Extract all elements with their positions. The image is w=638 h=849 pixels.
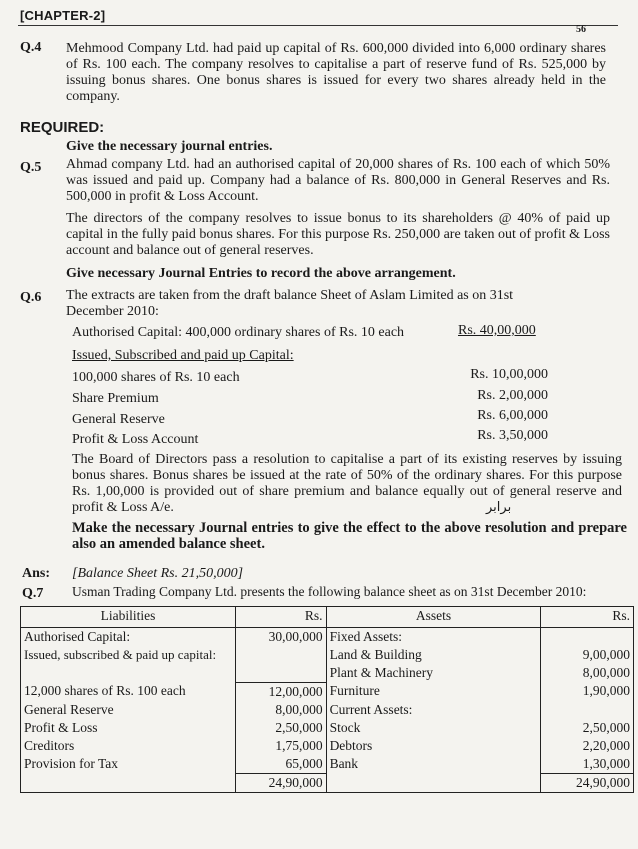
q5-para1: Ahmad company Ltd. had an authorised capital of 20,000 shares of Rs. 100 each of which 50% was issued and paid up. Company had a balance of Rs. 800,000 in General Reserves and Rs. 500,000 in profit & Loss Account. [66,157,610,204]
table-cell: Land & Building [326,646,541,664]
table-cell: 12,00,000 [235,682,326,701]
table-cell: 9,00,000 [541,646,634,664]
table-cell [21,773,236,792]
table-cell [235,646,326,682]
table-row [21,719,634,737]
table-cell: Fixed Assets: [326,628,541,647]
table-cell: 8,00,000 [235,701,326,719]
q6-item-amount: Rs. 2,00,000 [477,388,548,403]
q6-item-label: Profit & Loss Account [72,432,199,447]
table-cell: 2,50,000 [541,719,634,737]
q6-item-label: Share Premium [72,391,159,406]
table-row [21,682,634,701]
header-rule [18,25,618,26]
table-cell: Issued, subscribed & paid up capital: [21,646,236,682]
q6-resolution: The Board of Directors pass a resolution to capitalise a part of its existing reserves by issuing bonus shares. Bonus shares be issued at the rate of 50% of the ordinary shares. For this purpose Rs. 1,00,000 is provided out of share premium and balance equally out of general reserve and profit & Loss A/e. [72,452,622,515]
table-cell: 1,75,000 [235,737,326,755]
q7-label: Q.7 [22,586,44,601]
q4-label: Q.4 [20,40,42,55]
table-cell: 1,90,000 [541,682,634,701]
table-cell: 30,00,000 [235,628,326,647]
q6-item-amount: Rs. 3,50,000 [477,428,548,443]
q6-item-label: 100,000 shares of Rs. 10 each [72,370,240,385]
table-cell: Current Assets: [326,701,541,719]
ans-text: [Balance Sheet Rs. 21,50,000] [72,566,244,581]
table-row [21,755,634,774]
q6-instruction: Make the necessary Journal entries to give the effect to the above resolution and prepare also an amended balance sheet. [72,520,627,552]
chapter-header: [CHAPTER-2] [20,8,106,23]
handwritten-note: برابر [486,500,512,515]
table-cell: Creditors [21,737,236,755]
table-cell [326,773,541,792]
table-cell: Furniture [326,682,541,701]
table-total-row [21,773,634,792]
q6-label: Q.6 [20,290,42,305]
table-row [21,701,634,719]
balance-sheet-table [20,606,634,793]
table-cell: Debtors [326,737,541,755]
table-cell [541,701,634,719]
table-cell: Bank [326,755,541,774]
table-header-row [21,607,634,628]
q5-label: Q.5 [20,160,42,175]
table-cell: 12,000 shares of Rs. 100 each [21,682,236,701]
q6-item-amount: Rs. 10,00,000 [470,367,548,382]
required-instruction: Give the necessary journal entries. [66,139,273,154]
total-liabilities: 24,90,000 [235,773,326,792]
q6-item-label: General Reserve [72,412,165,427]
q6-intro-line1: The extracts are taken from the draft balance Sheet of Aslam Limited as on 31st [66,288,514,303]
required-heading: REQUIRED: [20,119,105,136]
q5-para2: The directors of the company resolves to issue bonus to its shareholders @ 40% of paid up capital in the fully paid bonus shares. For this purpose Rs. 250,000 are taken out of profit & Loss account and balance out of general reserves. [66,211,610,258]
table-cell: 65,000 [235,755,326,774]
table-cell: General Reserve [21,701,236,719]
table-cell: 8,00,000 [541,664,634,682]
table-row [21,628,634,647]
table-row [21,737,634,755]
ans-label: Ans: [22,566,51,581]
table-cell: 2,20,000 [541,737,634,755]
q7-text: Usman Trading Company Ltd. presents the following balance sheet as on 31st December 2010: [72,584,587,599]
table-cell: Stock [326,719,541,737]
table-cell: 1,30,000 [541,755,634,774]
table-cell: Authorised Capital: [21,628,236,647]
header-rs: Rs. [235,607,326,628]
table-cell: Profit & Loss [21,719,236,737]
header-liabilities: Liabilities [21,607,236,628]
q6-authorised-label: Authorised Capital: 400,000 ordinary shares of Rs. 10 each [72,325,405,340]
table-cell: Provision for Tax [21,755,236,774]
header-assets: Assets [326,607,541,628]
q4-text: Mehmood Company Ltd. had paid up capital of Rs. 600,000 divided into 6,000 ordinary shares of Rs. 100 each. The company resolves to capitalise a part of reserve fund of Rs. 525,000 by issuing bonus shares. One bonus shares is issued for every two shares already held in the company. [66,41,606,104]
q6-item-amount: Rs. 6,00,000 [477,408,548,423]
q6-issued-heading: Issued, Subscribed and paid up Capital: [72,348,294,363]
table-cell: Plant & Machinery [326,664,541,682]
header-rs: Rs. [541,607,634,628]
table-row [21,646,634,664]
total-assets: 24,90,000 [541,773,634,792]
table-cell [541,628,634,647]
table-cell: 2,50,000 [235,719,326,737]
q6-authorised-amount: Rs. 40,00,000 [458,323,536,338]
page-number: 56 [576,24,586,35]
q5-instruction: Give necessary Journal Entries to record the above arrangement. [66,266,456,281]
q6-intro-line2: December 2010: [66,304,159,319]
